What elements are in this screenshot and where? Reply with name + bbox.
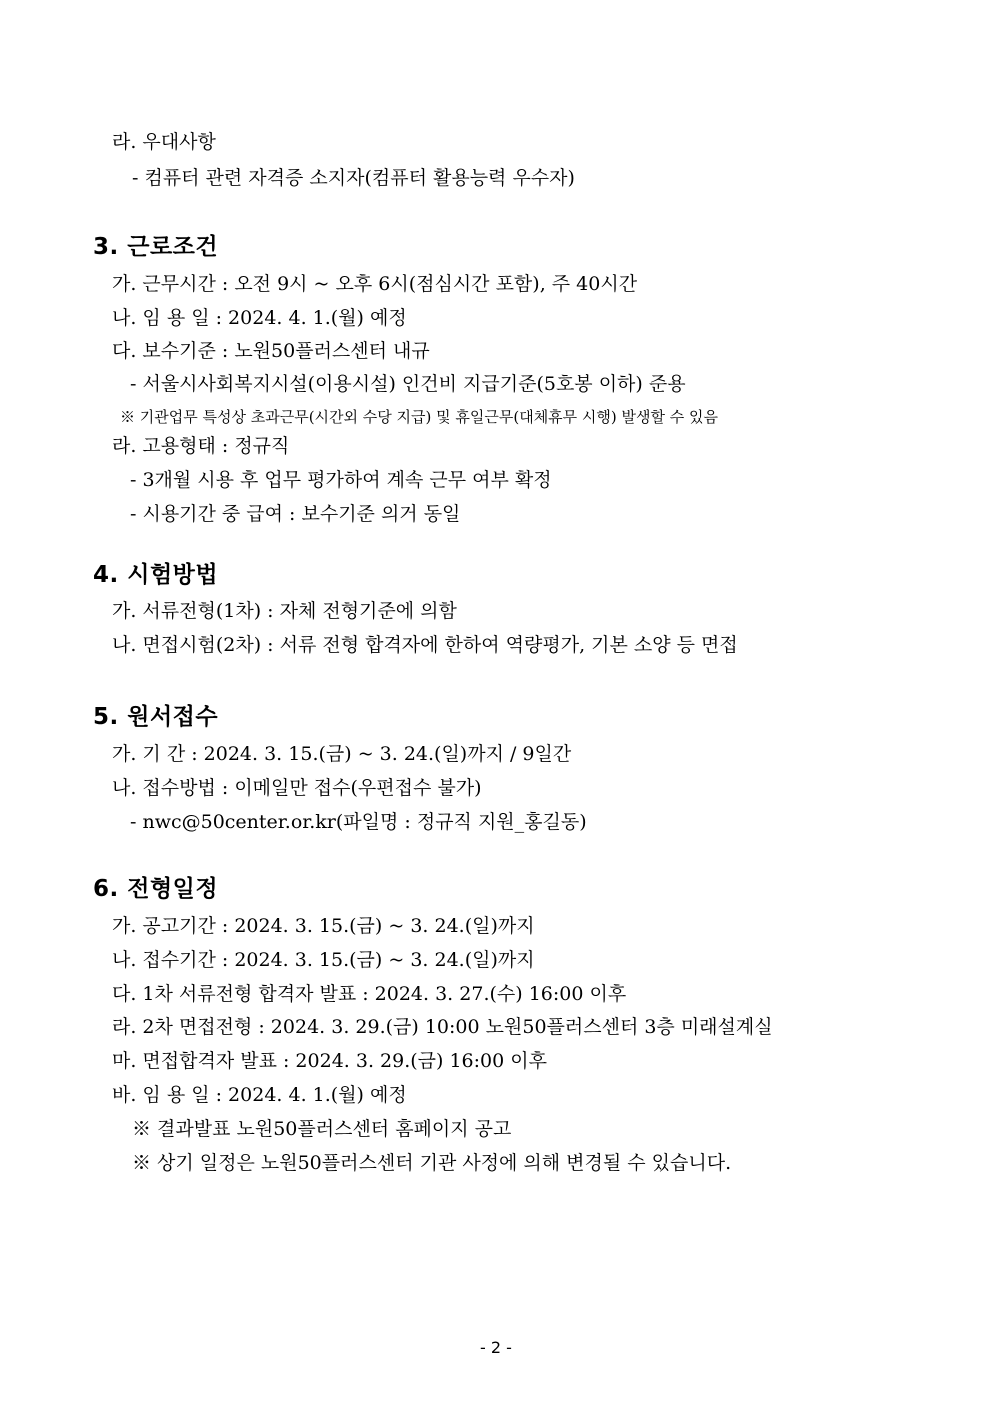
- section-4-title: 4. 시험방법: [93, 562, 219, 588]
- first-result-announcement: 다. 1차 서류전형 합격자 발표 : 2024. 3. 27.(수) 16:00 이후: [112, 983, 627, 1005]
- section-6-title: 6. 전형일정: [93, 876, 219, 902]
- section-3-title: 3. 근로조건: [93, 234, 219, 260]
- page-number: - 2 -: [480, 1338, 512, 1357]
- interview-exam: 나. 면접시험(2차) : 서류 전형 합격자에 한하여 역량평가, 기본 소양 등 면접: [112, 634, 738, 656]
- second-interview: 라. 2차 면접전형 : 2024. 3. 29.(금) 10:00 노원50플러스센터 3층 미래설계실: [112, 1016, 773, 1038]
- document-screening: 가. 서류전형(1차) : 자체 전형기준에 의함: [112, 600, 457, 622]
- application-period: 가. 기 간 : 2024. 3. 15.(금) ~ 3. 24.(일)까지 / 9일간: [112, 743, 572, 765]
- notice-period: 가. 공고기간 : 2024. 3. 15.(금) ~ 3. 24.(일)까지: [112, 915, 535, 937]
- appointment-date: 나. 임 용 일 : 2024. 4. 1.(월) 예정: [112, 307, 407, 329]
- probation-detail: - 3개월 시용 후 업무 평가하여 계속 근무 여부 확정: [130, 469, 552, 491]
- probation-pay: - 시용기간 중 급여 : 보수기준 의거 동일: [130, 503, 461, 525]
- employment-type: 라. 고용형태 : 정규직: [112, 435, 290, 457]
- pay-standard: 다. 보수기준 : 노원50플러스센터 내규: [112, 340, 430, 362]
- final-result-announcement: 마. 면접합격자 발표 : 2024. 3. 29.(금) 16:00 이후: [112, 1050, 547, 1072]
- pay-standard-detail: - 서울시사회복지시설(이용시설) 인건비 지급기준(5호봉 이하) 준용: [130, 373, 686, 395]
- preference-heading: 라. 우대사항: [112, 131, 216, 153]
- overtime-note: ※ 기관업무 특성상 초과근무(시간외 수당 지급) 및 휴일근무(대체휴무 시행) 발생할 수 있음: [120, 408, 719, 426]
- section-5-title: 5. 원서접수: [93, 704, 219, 730]
- schedule-change-notice: ※ 상기 일정은 노원50플러스센터 기관 사정에 의해 변경될 수 있습니다.: [132, 1152, 732, 1174]
- result-notice: ※ 결과발표 노원50플러스센터 홈페이지 공고: [132, 1118, 512, 1140]
- application-method: 나. 접수방법 : 이메일만 접수(우편접수 불가): [112, 777, 482, 799]
- receipt-period: 나. 접수기간 : 2024. 3. 15.(금) ~ 3. 24.(일)까지: [112, 949, 535, 971]
- appointment-date-schedule: 바. 임 용 일 : 2024. 4. 1.(월) 예정: [112, 1084, 407, 1106]
- work-hours: 가. 근무시간 : 오전 9시 ~ 오후 6시(점심시간 포함), 주 40시간: [112, 273, 638, 295]
- preference-item: - 컴퓨터 관련 자격증 소지자(컴퓨터 활용능력 우수자): [132, 167, 575, 189]
- application-email[interactable]: - nwc@50center.or.kr(파일명 : 정규직 지원_홍길동): [130, 811, 587, 833]
